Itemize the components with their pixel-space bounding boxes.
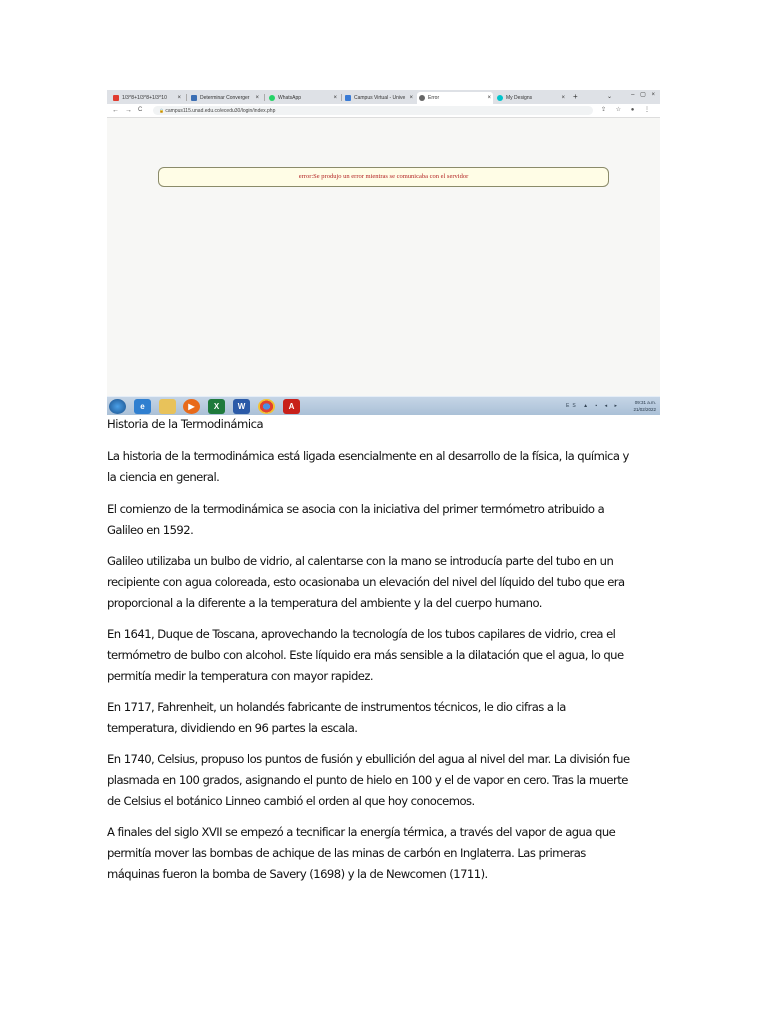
excel-icon[interactable]: X xyxy=(208,399,225,414)
paragraph-1 xyxy=(107,446,663,488)
media-player-icon[interactable]: ▶ xyxy=(183,399,200,414)
tab-search-icon[interactable]: ⌄ xyxy=(607,94,613,100)
text-line: la ciencia en general. xyxy=(107,470,220,484)
forward-arrow-icon[interactable]: → xyxy=(125,107,132,114)
start-button-icon[interactable] xyxy=(109,399,126,414)
tab-close-icon[interactable]: × xyxy=(487,95,491,101)
tab-label: Error xyxy=(428,95,440,101)
tab-label: 1/3^8+1/3^8+1/3^10 xyxy=(122,95,167,101)
browser-address-bar xyxy=(107,104,660,118)
text-line: permitía medir la temperatura con mayor rapidez. xyxy=(107,669,374,683)
url-text: campus115.unad.edu.co/ecedu30/login/index.php xyxy=(165,108,276,114)
tab-label: WhatsApp xyxy=(278,95,302,101)
paragraph-5 xyxy=(107,697,663,739)
paragraph-7 xyxy=(107,822,663,885)
browser-tab-bar xyxy=(107,90,660,104)
text-line: Galileo en 1592. xyxy=(107,523,194,537)
error-message-box xyxy=(158,167,609,187)
tab-label: My Designs xyxy=(506,95,533,101)
clock-date: 21/02/2022 xyxy=(633,407,656,412)
text-line: La historia de la termodinámica está ligada esencialmente en al desarrollo de la física, la química y xyxy=(107,449,629,463)
text-line: de Celsius el botánico Linneo cambió el orden al que hoy conocemos. xyxy=(107,794,475,808)
windows-taskbar xyxy=(107,396,660,415)
paragraph-6 xyxy=(107,749,663,812)
tab-favicon-icon xyxy=(345,95,351,101)
url-field[interactable] xyxy=(153,106,593,115)
text-line: El comienzo de la termodinámica se asocia con la iniciativa del primer termómetro atribuido a xyxy=(107,502,605,516)
back-arrow-icon[interactable]: ← xyxy=(112,107,119,114)
tab-close-icon[interactable]: × xyxy=(561,95,565,101)
tab-label: Campus Virtual - Unive xyxy=(354,95,406,101)
tab-favicon-icon xyxy=(191,95,197,101)
text-line: temperatura, dividiendo en 96 partes la escala. xyxy=(107,721,358,735)
text-line: recipiente con agua coloreada, esto ocasionaba un elevación del nivel del líquido del tubo que era xyxy=(107,575,625,589)
text-line: proporcional a la diferente a la temperatura del ambiente y la del cuerpo humano. xyxy=(107,596,542,610)
reload-icon[interactable]: C xyxy=(138,107,143,113)
internet-explorer-icon[interactable]: e xyxy=(134,399,151,414)
text-line: Galileo utilizaba un bulbo de vidrio, al calentarse con la mano se introducía parte del tubo en un xyxy=(107,554,614,568)
document-title: Historia de la Termodinámica xyxy=(107,417,264,431)
globe-icon xyxy=(419,95,425,101)
text-line: permitía mover las bombas de achique de las minas de carbón en Inglaterra. Las primeras xyxy=(107,846,586,860)
browser-tab-2[interactable] xyxy=(189,92,261,104)
window-controls[interactable]: – ▢ × xyxy=(631,92,657,98)
text-line: máquinas fueron la bomba de Savery (1698) y la de Newcomen (1711). xyxy=(107,867,488,881)
system-tray-icons[interactable]: ES ▲ ▪ ◂ ▸ xyxy=(566,403,620,409)
embedded-screenshot xyxy=(107,90,660,415)
browser-tab-1[interactable] xyxy=(111,92,183,104)
tab-close-icon[interactable]: × xyxy=(333,95,337,101)
text-line: En 1641, Duque de Toscana, aprovechando la tecnología de los tubos capilares de vidrio, crea el xyxy=(107,627,616,641)
new-tab-button[interactable]: + xyxy=(573,92,578,101)
whatsapp-icon xyxy=(269,95,275,101)
tray-clock[interactable] xyxy=(633,399,656,413)
tab-label: Determinar Converger xyxy=(200,95,250,101)
tab-favicon-icon xyxy=(113,95,119,101)
word-icon[interactable]: W xyxy=(233,399,250,414)
chrome-icon[interactable] xyxy=(258,399,275,414)
text-line: A finales del siglo XVII se empezó a tecnificar la energía térmica, a través del vapor de agua que xyxy=(107,825,616,839)
paragraph-4 xyxy=(107,624,663,687)
text-line: termómetro de bulbo con alcohol. Este líquido era más sensible a la dilatación que el agua, lo que xyxy=(107,648,624,662)
browser-tab-5-active[interactable] xyxy=(417,92,493,104)
browser-tab-6[interactable] xyxy=(495,92,567,104)
text-line: En 1740, Celsius, propuso los puntos de fusión y ebullición del agua al nivel del mar. La división fue xyxy=(107,752,630,766)
error-message: error:Se produjo un error mientras se comunicaba con el servidor xyxy=(298,173,469,180)
tab-close-icon[interactable]: × xyxy=(177,95,181,101)
browser-toolbar-icons[interactable]: ⇪ ☆ ● ⋮ xyxy=(600,107,654,113)
text-line: plasmada en 100 grados, asignando el punto de hielo en 100 y el de vapor en cero. Tras la muerte xyxy=(107,773,628,787)
tab-close-icon[interactable]: × xyxy=(255,95,259,101)
lock-icon: 🔒 xyxy=(159,108,164,113)
clock-time: 09:31 a.m. xyxy=(634,400,656,405)
file-explorer-icon[interactable] xyxy=(159,399,176,414)
tab-close-icon[interactable]: × xyxy=(409,95,413,101)
paragraph-2 xyxy=(107,499,663,541)
tab-favicon-icon xyxy=(497,95,503,101)
text-line: En 1717, Fahrenheit, un holandés fabricante de instrumentos técnicos, le dio cifras a la xyxy=(107,700,566,714)
acrobat-icon[interactable]: A xyxy=(283,399,300,414)
paragraph-3 xyxy=(107,551,663,614)
browser-tab-4[interactable] xyxy=(343,92,415,104)
browser-tab-3[interactable] xyxy=(267,92,339,104)
